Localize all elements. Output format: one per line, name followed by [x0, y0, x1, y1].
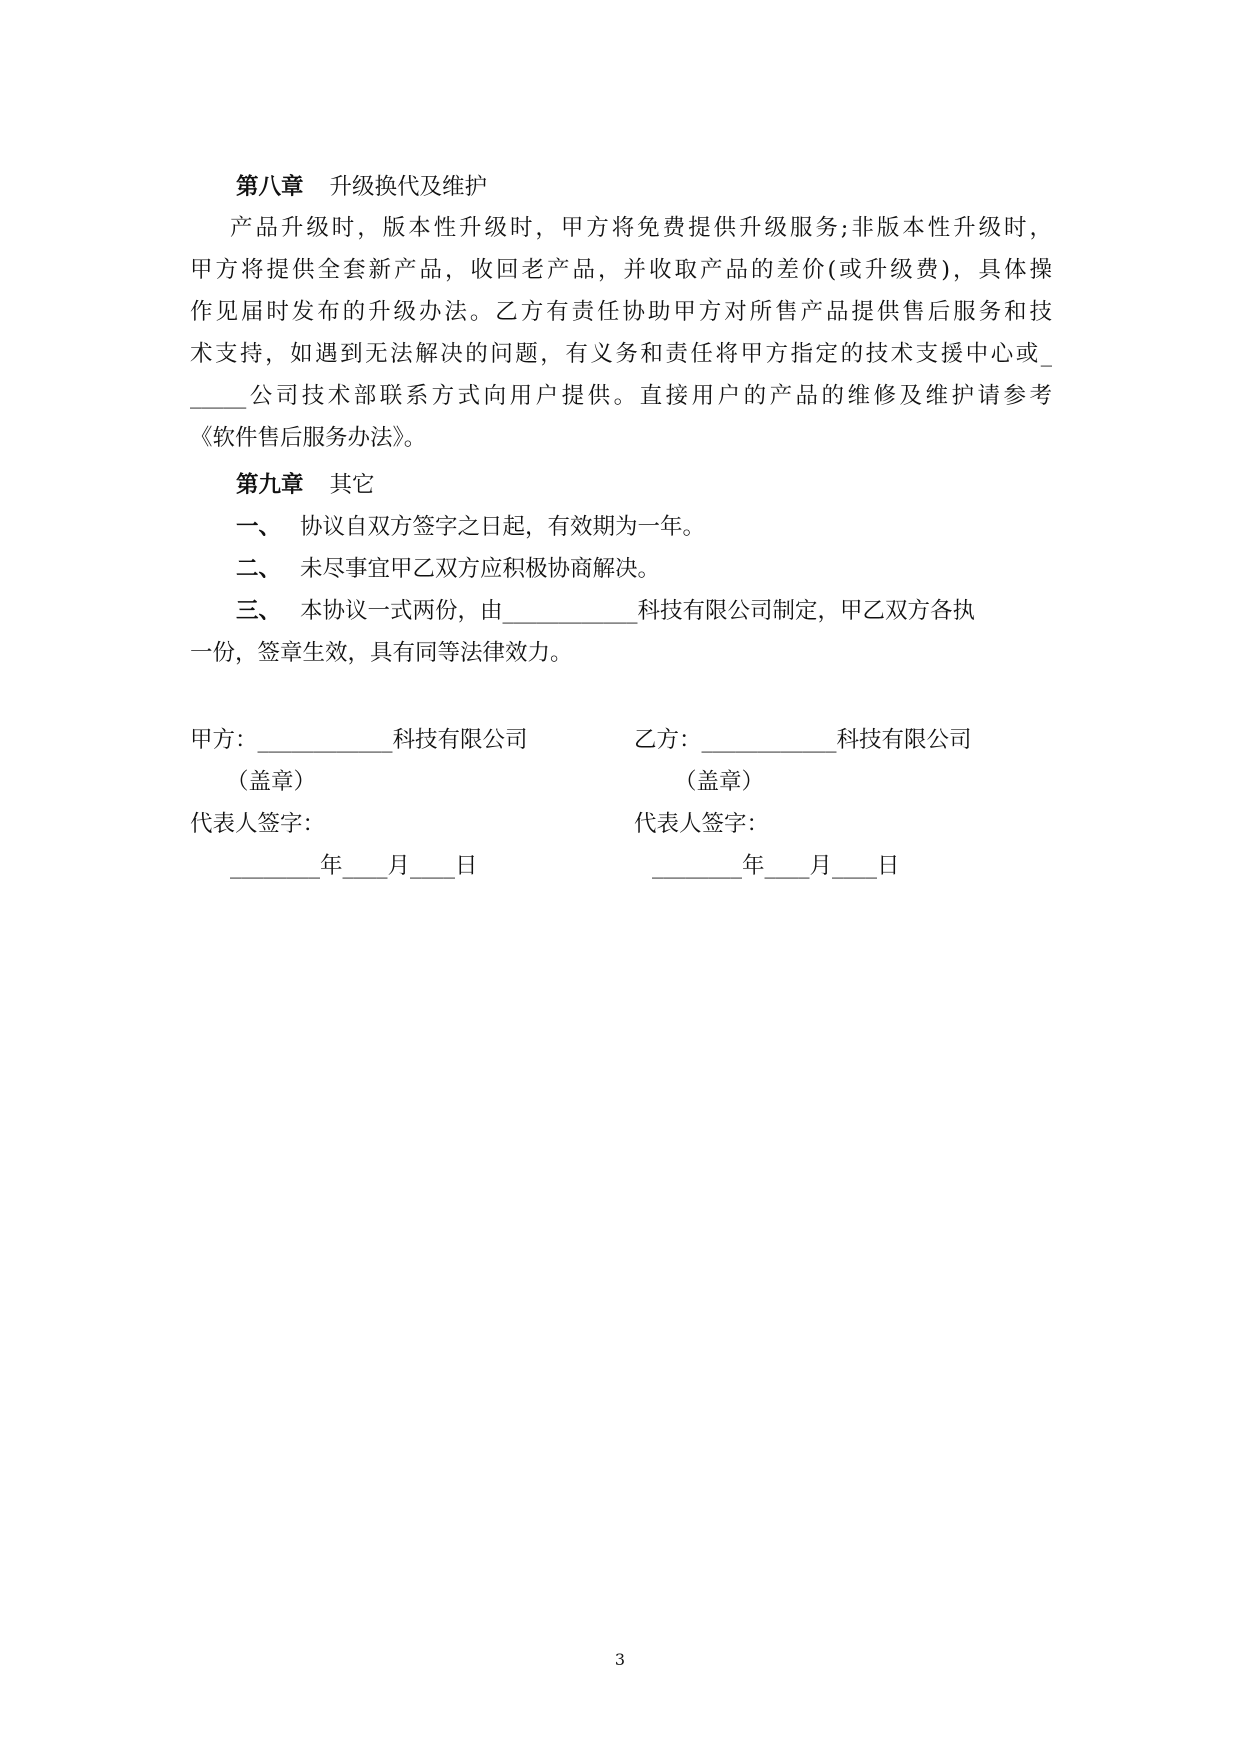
item-number: 一、 [236, 514, 282, 540]
chapter8-heading [236, 172, 487, 202]
item-number: 二、 [236, 556, 282, 582]
chapter9-title: 其它 [329, 472, 375, 498]
item-text: 协议自双方签字之日起，有效期为一年。 [300, 514, 706, 540]
chapter8-line-3: 作见届时发布的升级办法。乙方有责任协助甲方对所售产品提供售后服务和技 [190, 299, 1052, 325]
party-a-seal: （盖章） [226, 769, 317, 795]
chapter8-line-2: 甲方将提供全套新产品，收回老产品，并收取产品的差价(或升级费)，具体操 [190, 257, 1052, 283]
item-text: 未尽事宜甲乙双方应积极协商解决。 [300, 556, 661, 582]
chapter9-item-2 [236, 554, 660, 584]
party-b-seal: （盖章） [674, 769, 765, 795]
party-a-date: ________年____月____日 [230, 853, 478, 879]
party-b-name: 乙方：____________科技有限公司 [634, 727, 972, 753]
party-a-rep: 代表人签字： [190, 811, 326, 837]
chapter8-title: 升级换代及维护 [329, 174, 488, 200]
party-a-name: 甲方：____________科技有限公司 [190, 727, 528, 753]
chapter8-number: 第八章 [236, 174, 304, 200]
party-b-rep: 代表人签字： [634, 811, 770, 837]
item-text: 本协议一式两份，由____________科技有限公司制定，甲乙双方各执 [300, 598, 976, 624]
chapter9-item-1 [236, 512, 705, 542]
party-b-date: ________年____月____日 [652, 853, 900, 879]
item-number: 三、 [236, 598, 282, 624]
chapter9-number: 第九章 [236, 472, 304, 498]
chapter8-line-1: 产品升级时，版本性升级时，甲方将免费提供升级服务;非版本性升级时， [230, 215, 1052, 241]
chapter8-line-6: 《软件售后服务办法》。 [190, 425, 427, 451]
chapter8-line-5: _____公司技术部联系方式向用户提供。直接用户的产品的维修及维护请参考 [190, 383, 1052, 409]
page-number: 3 [614, 1650, 626, 1669]
chapter9-heading [236, 470, 375, 500]
chapter8-line-4: 术支持，如遇到无法解决的问题，有义务和责任将甲方指定的技术支援中心或_ [190, 341, 1052, 367]
chapter9-continuation: 一份，签章生效，具有同等法律效力。 [190, 640, 573, 666]
chapter9-item-3 [236, 596, 975, 626]
